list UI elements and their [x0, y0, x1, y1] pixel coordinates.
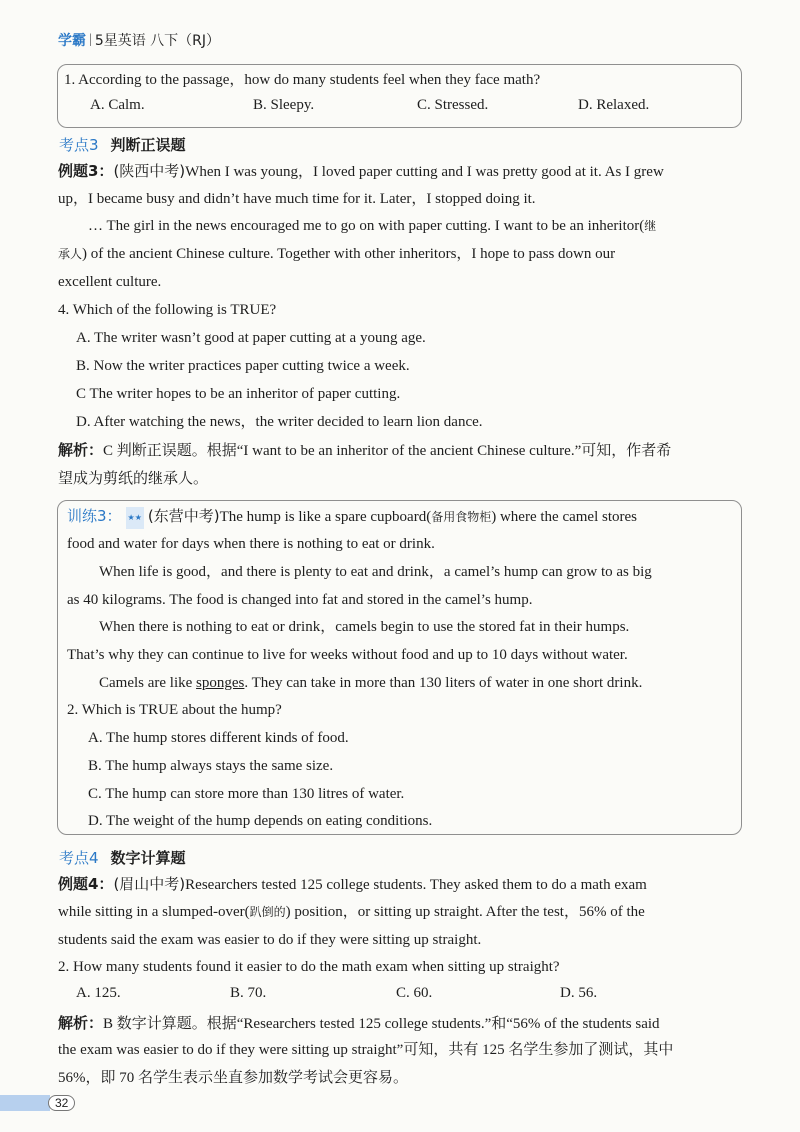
section-title: 判断正误题	[110, 136, 186, 154]
example-label: 例题4：	[58, 875, 114, 893]
analysis-text: C 判断正误题。根据“I want to be an inheritor of the ancient Chinese culture.”可知，作者希	[103, 443, 672, 459]
practice-3-line-2: food and water for days when there is nothing to eat or drink.	[67, 536, 435, 552]
example-source: (陕西中考)	[113, 162, 186, 180]
example-3-option-c: C The writer hopes to be an inheritor of paper cutting.	[76, 386, 401, 402]
example-3-option-b: B. Now the writer practices paper cutting twice a week.	[76, 358, 410, 374]
passage-text: while sitting in a slumped-over(	[58, 904, 250, 920]
question-1-text: 1. According to the passage，how do many students feel when they face math?	[64, 72, 541, 88]
example-4-analysis-1	[58, 1013, 660, 1034]
gloss-text: 继	[644, 219, 657, 233]
practice-3-line-1	[67, 506, 637, 529]
example-3-analysis-1	[58, 440, 671, 461]
practice-3-line-5: When there is nothing to eat or drink，camels begin to use the stored fat in their humps.	[99, 619, 630, 635]
section-heading-3	[59, 134, 186, 155]
practice-3-question: 2. Which is TRUE about the hump?	[67, 702, 282, 718]
brand-logo: 学霸	[58, 33, 86, 49]
difficulty-stars-icon: ★★	[126, 507, 144, 529]
q1-option-d: D. Relaxed.	[578, 97, 650, 113]
gloss-text: 备用食物柜	[431, 510, 492, 524]
example-4-line-3: students said the exam was easier to do if they were sitting up straight.	[58, 932, 482, 948]
practice-3-option-c: C. The hump can store more than 130 litres of water.	[88, 786, 405, 802]
page-tab-bar	[0, 1095, 50, 1111]
example-4-line-1	[58, 874, 647, 895]
example-4-line-2	[58, 902, 645, 922]
example-3-analysis-2: 望成为剪纸的继承人。	[58, 469, 209, 487]
passage-text: ) of the ancient Chinese culture. Together with other inheritors，I hope to pass down our	[82, 246, 616, 262]
analysis-label: 解析：	[58, 1014, 104, 1032]
q1-option-b: B. Sleepy.	[253, 97, 315, 113]
practice-3-option-b: B. The hump always stays the same size.	[88, 758, 334, 774]
q1-option-a: A. Calm.	[90, 97, 145, 113]
page-header	[58, 30, 220, 50]
example-4-option-d: D. 56.	[560, 985, 598, 1001]
example-label: 例题3：	[58, 162, 114, 180]
passage-text: Researchers tested 125 college students. They asked them to do a math exam	[185, 877, 647, 893]
example-4-option-c: C. 60.	[396, 985, 433, 1001]
passage-text: . They can take in more than 130 liters of water in one short drink.	[244, 675, 643, 691]
example-3-line-5: excellent culture.	[58, 274, 162, 290]
passage-text: Camels are like	[99, 675, 197, 691]
example-3-option-d: D. After watching the news，the writer decided to learn lion dance.	[76, 414, 483, 430]
example-4-question: 2. How many students found it easier to do the math exam when sitting up straight?	[58, 959, 560, 975]
example-3-option-a: A. The writer wasn’t good at paper cutting at a young age.	[76, 330, 426, 346]
passage-text: ) where the camel stores	[491, 509, 638, 525]
passage-text: When I was young，I loved paper cutting and I was pretty good at it. As I grew	[185, 164, 664, 180]
example-source: (眉山中考)	[113, 875, 186, 893]
practice-label: 训练3：	[67, 507, 122, 525]
example-3-line-2: up，I became busy and didn’t have much time for it. Later，I stopped doing it.	[58, 191, 536, 207]
section-label: 考点3	[59, 136, 99, 154]
practice-3-line-7	[99, 673, 642, 693]
example-4-analysis-2: the exam was easier to do if they were sitting up straight”可知，共有 125 名学生参加了测试，其中	[58, 1042, 674, 1058]
header-separator: |	[89, 32, 92, 47]
gloss-text: 承人	[58, 247, 83, 261]
passage-text: ) position，or sitting up straight. After the test，56% of the	[285, 904, 645, 920]
example-3-line-3	[88, 216, 656, 236]
passage-text: … The girl in the news encouraged me to go on with paper cutting. I want to be an inheritor(	[88, 218, 645, 234]
section-label: 考点4	[59, 849, 99, 867]
section-heading-4	[59, 847, 186, 868]
practice-3-option-a: A. The hump stores different kinds of food.	[88, 730, 349, 746]
practice-3-option-d: D. The weight of the hump depends on eating conditions.	[88, 813, 433, 829]
page-number-tab	[0, 1092, 85, 1114]
underlined-word: sponges	[196, 675, 245, 691]
passage-text: The hump is like a spare cupboard(	[219, 509, 432, 525]
section-title: 数字计算题	[110, 849, 186, 867]
example-3-line-1	[58, 161, 664, 182]
example-4-option-b: B. 70.	[230, 985, 267, 1001]
analysis-label: 解析：	[58, 441, 104, 459]
practice-source: (东营中考)	[147, 507, 220, 525]
book-title: 5星英语 八下（RJ）	[94, 33, 221, 49]
example-3-question: 4. Which of the following is TRUE?	[58, 302, 277, 318]
practice-3-line-3: When life is good，and there is plenty to eat and drink，a camel’s hump can grow to as big	[99, 564, 652, 580]
practice-3-line-4: as 40 kilograms. The food is changed into fat and stored in the camel’s hump.	[67, 592, 533, 608]
practice-3-line-6: That’s why they can continue to live for weeks without food and up to 10 days without water.	[67, 647, 628, 663]
example-4-analysis-3: 56%，即 70 名学生表示坐直参加数学考试会更容易。	[58, 1070, 408, 1086]
gloss-text: 趴倒的	[249, 905, 286, 919]
example-3-line-4	[58, 244, 615, 264]
analysis-text: B 数字计算题。根据“Researchers tested 125 college students.”和“56% of the students said	[103, 1016, 660, 1032]
example-4-option-a: A. 125.	[76, 985, 121, 1001]
q1-option-c: C. Stressed.	[417, 97, 489, 113]
page-number: 32	[48, 1095, 75, 1111]
